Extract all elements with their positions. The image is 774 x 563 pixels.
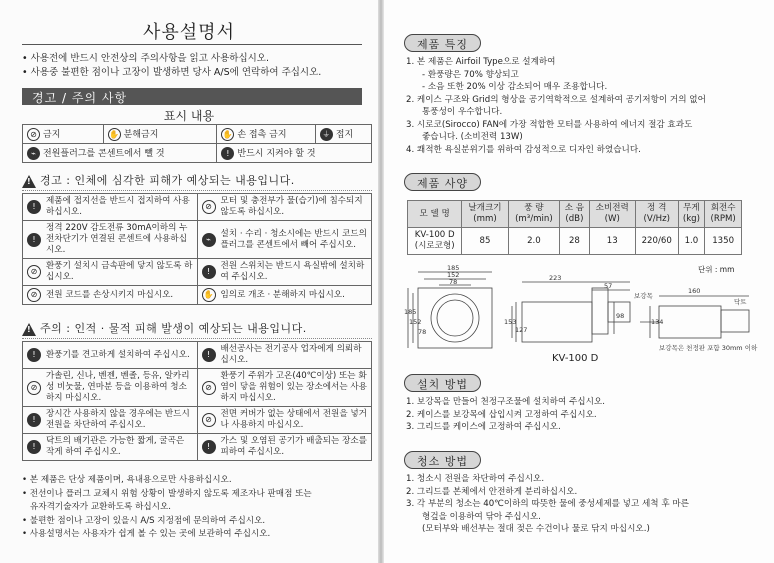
- warning-cell: [197, 286, 372, 305]
- left-page: [0, 0, 378, 563]
- spec-cell: 1.0: [678, 228, 705, 255]
- caution-text: 장시간 사용하지 않을 경우에는 반드시 전원을 차단하여 주십시오.: [46, 409, 190, 430]
- dim-label: 152: [447, 271, 460, 279]
- caution-cell: [23, 369, 198, 407]
- warning-text: 환풍기 설치시 금속판에 닿지 않도록 하십시오.: [46, 261, 193, 282]
- spec-cell: 28: [560, 228, 589, 255]
- cleaning-heading: 청소 방법: [404, 451, 481, 469]
- diagram-caption: KV-100 D: [552, 353, 599, 364]
- page-title: 사용설명서: [143, 22, 235, 43]
- caution-text: 가솔린, 신나, 벤젠, 벤졸, 등유, 알카리성 비눗물, 연마분 등을 이용하여 청소하지 마십시오.: [46, 371, 190, 403]
- cleaning-line: 2. 그리드를 본체에서 안전하게 분리하십시오.: [406, 486, 578, 497]
- mandatory-icon: !: [202, 440, 216, 454]
- dim-label: 152: [409, 318, 422, 326]
- unit-label: 단위 : mm: [698, 265, 735, 274]
- warning-text: 전원 스위치는 반드시 욕실밖에 설치하여 주십시오.: [220, 261, 365, 282]
- spec-header-unit: (kg): [682, 214, 700, 224]
- spec-cell: 220/60: [635, 228, 678, 255]
- warning-heading: [22, 172, 295, 188]
- mandatory-icon: !: [221, 147, 234, 160]
- warning-cell: [23, 194, 198, 221]
- feature-line: 1. 본 제품은 Airfoil Type으로 설계하여: [406, 57, 556, 67]
- note-line: • 전선이나 플러그 교체시 위험 상황이 발생하지 않도록 제조자나 판매점 또는: [22, 488, 312, 499]
- warning-text: 정격 220V 감도전류 30mA이하의 누전차단기가 연결된 콘센트에 사용하십시오.: [46, 223, 188, 255]
- spec-header-text: 정 격: [647, 203, 667, 213]
- caution-cell: [23, 407, 198, 434]
- warning-cell: [23, 259, 198, 286]
- warning-divider: [22, 190, 372, 191]
- install-line: 1. 보강목을 만들어 천정구조물에 설치하여 주십시오.: [406, 397, 605, 407]
- dim-label: 223: [549, 274, 562, 282]
- note-line: 유자격기술자가 교환하도록 하십시오.: [30, 502, 172, 512]
- spec-header-text: 무게: [683, 203, 700, 213]
- spec-header-unit: (m³/min): [515, 214, 553, 224]
- dim-label: 127: [515, 326, 528, 334]
- spec-header-unit: (W): [604, 214, 620, 224]
- install-heading: 설치 방법: [404, 374, 481, 392]
- dim-label: 98: [616, 312, 625, 320]
- caution-cell: [197, 407, 372, 434]
- symbol-cell: [23, 144, 217, 163]
- no-disassembly-icon: ✋: [202, 288, 216, 302]
- spec-header-cell: [589, 201, 635, 228]
- caution-cell: [23, 342, 198, 369]
- reinforcement-note: 보강목은 천정판 포함 30mm 이하: [659, 344, 758, 352]
- prohibited-icon: ⊘: [27, 128, 40, 141]
- symbol-label: 접지: [335, 130, 354, 140]
- prohibited-icon: ⊘: [27, 381, 41, 395]
- symbol-label: 전원플러그를 콘센트에서 뺄 것: [43, 149, 165, 159]
- warning-table: [22, 193, 372, 305]
- no-touch-icon: ✋: [221, 128, 234, 141]
- spec-header-cell: [508, 201, 560, 228]
- dim-label: 160: [688, 287, 701, 295]
- mandatory-icon: !: [27, 348, 41, 362]
- caution-heading-text: 주의 : 인적 · 물적 피해 발생이 예상되는 내용입니다.: [40, 322, 307, 335]
- dim-label: 134: [651, 318, 664, 326]
- spec-header-row: [408, 201, 742, 228]
- caution-text: 닥트의 배기관은 가능한 짧게, 굴곡은 작게 하여 주십시오.: [46, 436, 185, 457]
- dim-label: 185: [404, 308, 417, 316]
- mandatory-icon: !: [202, 265, 216, 279]
- spec-heading: 제품 사양: [404, 173, 481, 191]
- symbols-title: 표시 내용: [163, 109, 215, 123]
- dim-label: 57: [604, 282, 613, 290]
- unplug-icon: ⌁: [27, 147, 40, 160]
- spec-cell: 13: [589, 228, 635, 255]
- warning-triangle-icon: [22, 175, 36, 188]
- spec-cell: 85: [462, 228, 508, 255]
- prohibited-icon: ⊘: [202, 381, 216, 395]
- caution-cell: [197, 369, 372, 407]
- caution-text: 환풍기를 견고하게 설치하여 주십시오.: [46, 349, 190, 360]
- right-page: [384, 0, 774, 563]
- install-line: 3. 그리드를 케이스에 고정하여 주십시오.: [406, 422, 561, 432]
- warning-row: [23, 194, 372, 221]
- spec-header-text: 회전수: [710, 203, 736, 213]
- caution-band: 경고 / 주의 사항: [22, 88, 362, 105]
- spec-header-unit: (mm): [473, 214, 497, 224]
- mandatory-icon: !: [27, 200, 41, 214]
- caution-row: [23, 342, 372, 369]
- caution-row: [23, 407, 372, 434]
- warning-text: 모터 및 충전부가 물(습기)에 침수되지 않도록 하십시오.: [220, 196, 363, 217]
- spec-header-unit: (RPM): [710, 214, 736, 224]
- warning-cell: [23, 286, 198, 305]
- spec-data-row: [408, 228, 742, 255]
- mandatory-icon: !: [27, 440, 41, 454]
- caution-row: [23, 369, 372, 407]
- warning-cell: [23, 221, 198, 259]
- note-line: • 본 제품은 단상 제품이며, 욕내용으로만 사용하십시오.: [22, 475, 232, 485]
- spec-header-cell: [635, 201, 678, 228]
- feature-line: 3. 시로코(Sirocco) FAN에 가장 적합한 모터를 사용하여 에너지 절감 효과도: [406, 119, 693, 130]
- install-line: 2. 케이스를 보강목에 삽입시켜 고정하여 주십시오.: [406, 409, 597, 420]
- feature-line: 좋습니다. (소비전력 13W): [422, 132, 523, 142]
- symbol-label: 금지: [43, 130, 61, 140]
- features-list: [406, 56, 766, 156]
- ground-icon: ⏚: [320, 128, 333, 141]
- warning-row: [23, 259, 372, 286]
- spec-model: KV-100 D: [414, 230, 455, 240]
- caution-divider: [22, 338, 372, 339]
- intro-list: [22, 52, 372, 80]
- intro-line: • 사용중 불편한 점이나 고장이 발생하면 당사 A/S에 연락하여 주십시오.: [22, 67, 322, 78]
- unplug-icon: ⌁: [202, 233, 216, 247]
- cleaning-list: [406, 473, 766, 536]
- prohibited-icon: ⊘: [27, 288, 41, 302]
- spec-header-cell: [560, 201, 589, 228]
- caution-row: [23, 434, 372, 461]
- symbol-cell: [217, 125, 315, 144]
- spec-model-type: (시로코형): [414, 241, 455, 251]
- spec-header-text: 소비전력: [595, 203, 629, 213]
- spec-header-text: 소 음: [564, 203, 585, 213]
- side-view: [522, 302, 592, 342]
- warning-cell: [197, 194, 372, 221]
- warning-row: [23, 286, 372, 305]
- feature-line: - 환풍량은 70% 향상되고: [422, 69, 519, 80]
- prohibited-icon: ⊘: [202, 413, 216, 427]
- dim-label: 153: [504, 318, 517, 326]
- caution-cell: [197, 434, 372, 461]
- warning-cell: [197, 221, 372, 259]
- spec-header-cell: [408, 201, 462, 228]
- spec-header-cell: [705, 201, 742, 228]
- spec-table: [407, 200, 742, 255]
- front-view: [418, 288, 492, 348]
- symbols-table: [22, 124, 372, 163]
- warning-cell: [197, 259, 372, 286]
- spec-header-cell: [678, 201, 705, 228]
- dim-label: 185: [447, 264, 460, 272]
- prohibited-icon: ⊘: [202, 200, 216, 214]
- symbol-cell: [103, 125, 217, 144]
- note-line: • 사용설명서는 사용자가 쉽게 볼 수 있는 곳에 보관하여 주십시오.: [22, 529, 271, 539]
- symbols-row: [23, 125, 372, 144]
- spec-header-unit: (dB): [565, 214, 584, 224]
- caution-triangle-icon: [22, 323, 36, 336]
- symbol-cell: [217, 144, 372, 163]
- warning-heading-text: 경고 : 인체에 심각한 피해가 예상되는 내용입니다.: [40, 174, 295, 187]
- caution-cell: [197, 342, 372, 369]
- features-heading: 제품 특징: [404, 34, 481, 52]
- install-list: [406, 396, 766, 434]
- dim-label: 78: [449, 278, 458, 286]
- symbols-row: [23, 144, 372, 163]
- reinforcement-label: 보강목: [634, 292, 653, 300]
- symbol-cell: [23, 125, 104, 144]
- no-disassembly-icon: ✋: [108, 128, 121, 141]
- symbol-label: 반드시 지켜야 할 것: [237, 149, 316, 159]
- spec-header-text: 풍 량: [524, 203, 544, 213]
- feature-line: 4. 쾌적한 욕실분위기를 위하여 감성적으로 디자인 하였습니다.: [406, 144, 641, 155]
- mandatory-icon: !: [27, 413, 41, 427]
- caution-text: 가스 및 오염된 공기가 배출되는 장소를 피하여 주십시오.: [220, 436, 367, 457]
- dim-label: 78: [418, 328, 427, 336]
- note-line: • 불편한 점이나 고장이 있을시 A/S 지정점에 문의하여 주십시오.: [22, 515, 266, 526]
- duct-label: 닥트: [734, 298, 747, 306]
- dimension-diagram: [404, 262, 764, 354]
- caution-table: [22, 341, 372, 461]
- caution-text: 환풍기 주위가 고온(40℃이상) 또는 화염이 닿을 위험이 있는 장소에서는 사용하지 마십시오.: [220, 371, 367, 403]
- caution-text: 전면 커버가 없는 상태에서 전원을 넣거나 사용하지 마십시오.: [220, 409, 367, 430]
- cleaning-line: 1. 청소시 전원을 차단하여 주십시오.: [406, 474, 545, 484]
- spec-header-cell: [462, 201, 508, 228]
- spec-cell: 1350: [705, 228, 742, 255]
- prohibited-icon: ⊘: [27, 265, 41, 279]
- spec-header-unit: (V/Hz): [643, 214, 670, 224]
- symbol-label: 손 접촉 금지: [237, 130, 287, 140]
- symbol-label: 분해금지: [123, 130, 159, 140]
- warning-text: 임의로 개조 · 분해하지 마십시오.: [220, 289, 345, 300]
- spec-cell: 2.0: [508, 228, 560, 255]
- mandatory-icon: !: [202, 348, 216, 362]
- caution-heading: [22, 320, 307, 336]
- mandatory-icon: !: [27, 233, 41, 247]
- warning-text: 제품에 접지선을 반드시 접지하여 사용하십시오.: [46, 196, 190, 217]
- warning-text: 전원 코드를 손상시키지 마십시오.: [46, 289, 174, 300]
- cleaning-line: (모터부와 배선부는 절대 젖은 수건이나 물로 닦지 마십시오.): [422, 524, 650, 534]
- caution-text: 배선공사는 전기공사 업자에게 의뢰하십시오.: [220, 344, 362, 365]
- spec-header-text: 모 델 명: [419, 208, 450, 219]
- symbol-cell: [315, 125, 371, 144]
- feature-line: - 소음 또한 20% 이상 감소되어 매우 조용합니다.: [422, 82, 608, 92]
- spec-cell: [408, 228, 462, 255]
- intro-line: • 사용전에 반드시 안전상의 주의사항을 읽고 사용하십시오.: [22, 53, 269, 64]
- cleaning-line: 3. 각 부분의 청소는 40℃이하의 따뜻한 물에 중성세제를 넣고 세척 후 마른: [406, 499, 689, 509]
- warning-text: 설치 · 수리 · 청소시에는 반드시 코드의 플러그를 콘센트에서 빼어 주십시오.: [220, 228, 367, 250]
- warning-row: [23, 221, 372, 259]
- feature-line: 2. 케이스 구조와 Grid의 형상을 공기역학적으로 설계하여 공기저항이 거의 없어: [406, 94, 706, 105]
- cleaning-line: 형겊을 이용하여 닦아 주십시오.: [422, 511, 541, 522]
- caution-cell: [23, 434, 198, 461]
- install-view: [659, 306, 721, 338]
- title-divider: [22, 44, 362, 45]
- feature-line: 통풍성이 우수합니다.: [422, 107, 503, 117]
- front-grille: [431, 294, 479, 342]
- spec-header-text: 날개크기: [468, 203, 502, 213]
- notes-list: [22, 474, 372, 542]
